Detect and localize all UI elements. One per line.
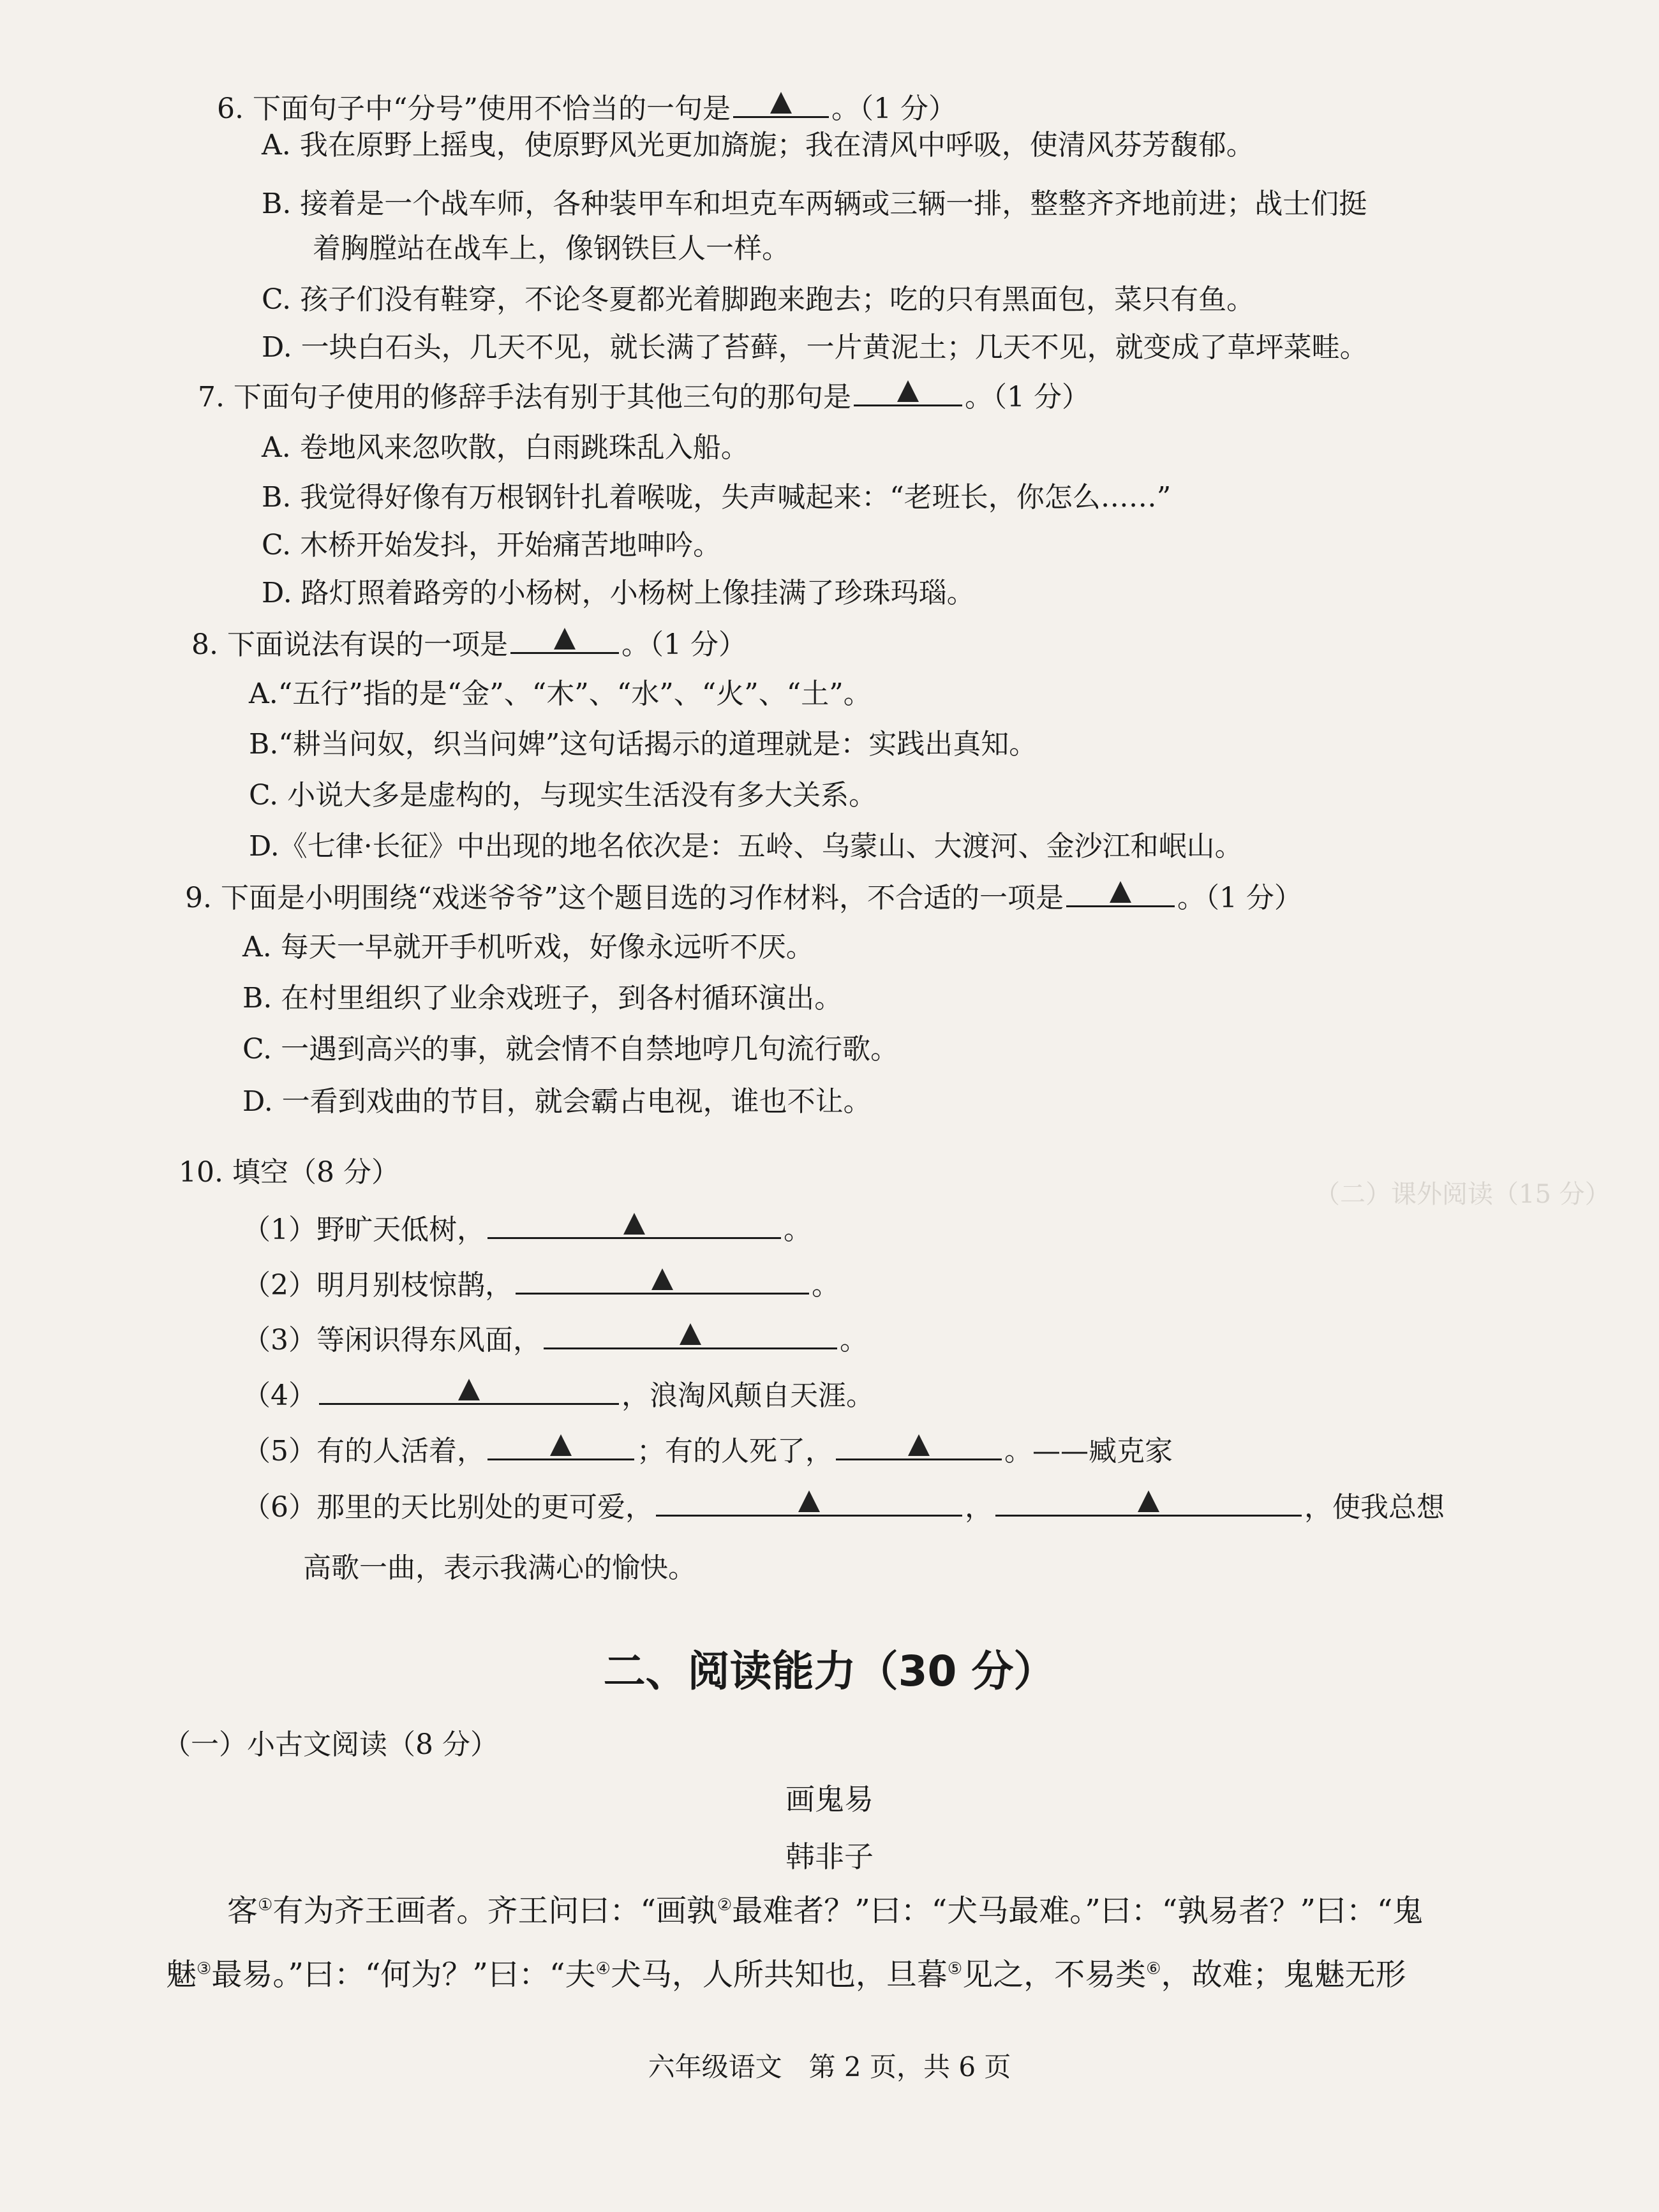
question-9-option-c: C. 一遇到高兴的事，就会情不自禁地哼几句流行歌。: [242, 1033, 899, 1065]
question-9-option-d: D. 一看到戏曲的节目，就会霸占电视，谁也不让。: [242, 1085, 872, 1118]
question-6-option-a: A. 我在原野上摇曳，使原野风光更加旖旎；我在清风中呼吸，使清风芬芳馥郁。: [262, 129, 1254, 161]
passage-paragraph-line-2: 魅③最易。”曰：“何为？”曰：“夫④犬马，人所共知也，旦暮⑤见之，不易类⑥，故难；鬼魅无形: [166, 1957, 1406, 1993]
question-6-option-d: D. 一块白石头，几天不见，就长满了苔藓，一片黄泥土；几天不见，就变成了草坪菜畦。: [262, 331, 1368, 364]
page-footer: 六年级语文 第 2 页，共 6 页: [648, 2051, 1011, 2082]
answer-blank[interactable]: [510, 624, 619, 654]
question-8-option-a: A.“五行”指的是“金”、“木”、“水”、“火”、“土”。: [249, 678, 872, 710]
fill-item-6-cont: 高歌一曲，表示我满心的愉快。: [303, 1552, 696, 1584]
question-8-stem: 8. 下面说法有误的一项是 。（1 分）: [191, 624, 747, 664]
question-9-option-a: A. 每天一早就开手机听戏，好像永远听不厌。: [242, 931, 814, 963]
answer-blank[interactable]: [995, 1487, 1302, 1517]
answer-blank[interactable]: [656, 1487, 962, 1517]
question-7-option-a: A. 卷地风来忽吹散，白雨跳珠乱入船。: [262, 431, 749, 464]
triangle-marker-icon: [458, 1379, 480, 1400]
question-7-stem: 7. 下面句子使用的修辞手法有别于其他三句的那句是 。（1 分）: [198, 376, 1090, 417]
answer-blank[interactable]: [319, 1375, 619, 1405]
question-6-option-c: C. 孩子们没有鞋穿，不论冬夏都光着脚跑来跑去；吃的只有黑面包，菜只有鱼。: [262, 283, 1255, 316]
question-6-stem: 6. 下面句子中“分号”使用不恰当的一句是 。（1 分）: [217, 88, 956, 128]
triangle-marker-icon: [554, 628, 576, 649]
triangle-marker-icon: [651, 1268, 673, 1290]
footnote-marker: ②: [717, 1896, 733, 1915]
answer-blank[interactable]: [854, 376, 962, 406]
footnote-marker: ④: [595, 1959, 611, 1978]
triangle-marker-icon: [1138, 1490, 1159, 1512]
answer-blank[interactable]: [487, 1209, 781, 1239]
story-author: 韩非子: [785, 1839, 874, 1874]
answer-blank[interactable]: [1066, 877, 1175, 907]
footnote-marker: ⑥: [1146, 1959, 1161, 1978]
footnote-marker: ③: [197, 1959, 212, 1978]
question-8-option-b: B.“耕当问奴，织当问婢”这句话揭示的道理就是：实践出真知。: [249, 728, 1038, 761]
footnote-marker: ①: [258, 1896, 273, 1915]
fill-item-5: （5）有的人活着， ；有的人死了， 。——臧克家: [242, 1430, 1173, 1471]
section-2-heading: 二、阅读能力（30 分）: [603, 1647, 1056, 1696]
triangle-marker-icon: [798, 1490, 820, 1512]
answer-blank[interactable]: [487, 1430, 634, 1460]
triangle-marker-icon: [770, 92, 792, 114]
passage-paragraph: 客①有为齐王画者。齐王问曰：“画孰②最难者？”曰：“犬马最难。”曰：“孰易者？”曰：“鬼: [227, 1893, 1424, 1929]
fill-item-2: （2）明月别枝惊鹊， 。: [242, 1265, 840, 1305]
question-7-option-c: C. 木桥开始发抖，开始痛苦地呻吟。: [262, 529, 722, 561]
question-9-stem: 9. 下面是小明围绕“戏迷爷爷”这个题目选的习作材料，不合适的一项是 。（1 分）: [185, 877, 1302, 917]
fill-item-4: （4） ，浪淘风颠自天涯。: [242, 1375, 874, 1415]
answer-blank[interactable]: [544, 1319, 837, 1349]
footnote-marker: ⑤: [947, 1959, 963, 1978]
triangle-marker-icon: [897, 380, 919, 402]
subsection-heading: （一）小古文阅读（8 分）: [163, 1728, 498, 1761]
question-6-option-b: B. 接着是一个战车师，各种装甲车和坦克车两辆或三辆一排，整整齐齐地前进；战士们挺: [262, 188, 1367, 220]
question-6-option-b-cont: 着胸膛站在战车上，像钢铁巨人一样。: [313, 232, 790, 265]
bleed-through-text: （二）课外阅读（15 分）: [1314, 1180, 1611, 1209]
story-title: 画鬼易: [785, 1782, 874, 1816]
question-7-option-d: D. 路灯照着路旁的小杨树，小杨树上像挂满了珍珠玛瑙。: [262, 577, 975, 609]
triangle-marker-icon: [550, 1434, 572, 1456]
triangle-marker-icon: [680, 1323, 701, 1345]
question-10-stem: 10. 填空（8 分）: [179, 1156, 399, 1189]
fill-item-1: （1）野旷天低树， 。: [242, 1209, 812, 1249]
triangle-marker-icon: [908, 1434, 930, 1456]
question-9-option-b: B. 在村里组织了业余戏班子，到各村循环演出。: [242, 982, 843, 1014]
question-8-option-c: C. 小说大多是虚构的，与现实生活没有多大关系。: [249, 779, 877, 812]
answer-blank[interactable]: [733, 88, 829, 118]
fill-item-6: （6）那里的天比别处的更可爱， ， ，使我总想: [242, 1487, 1445, 1527]
question-8-option-d: D.《七律·长征》中出现的地名依次是：五岭、乌蒙山、大渡河、金沙江和岷山。: [249, 830, 1243, 863]
triangle-marker-icon: [623, 1213, 645, 1235]
answer-blank[interactable]: [516, 1265, 809, 1295]
fill-item-3: （3）等闲识得东风面， 。: [242, 1319, 868, 1360]
triangle-marker-icon: [1110, 881, 1131, 903]
answer-blank[interactable]: [836, 1430, 1002, 1460]
question-7-option-b: B. 我觉得好像有万根钢针扎着喉咙，失声喊起来：“老班长，你怎么……”: [262, 481, 1172, 514]
